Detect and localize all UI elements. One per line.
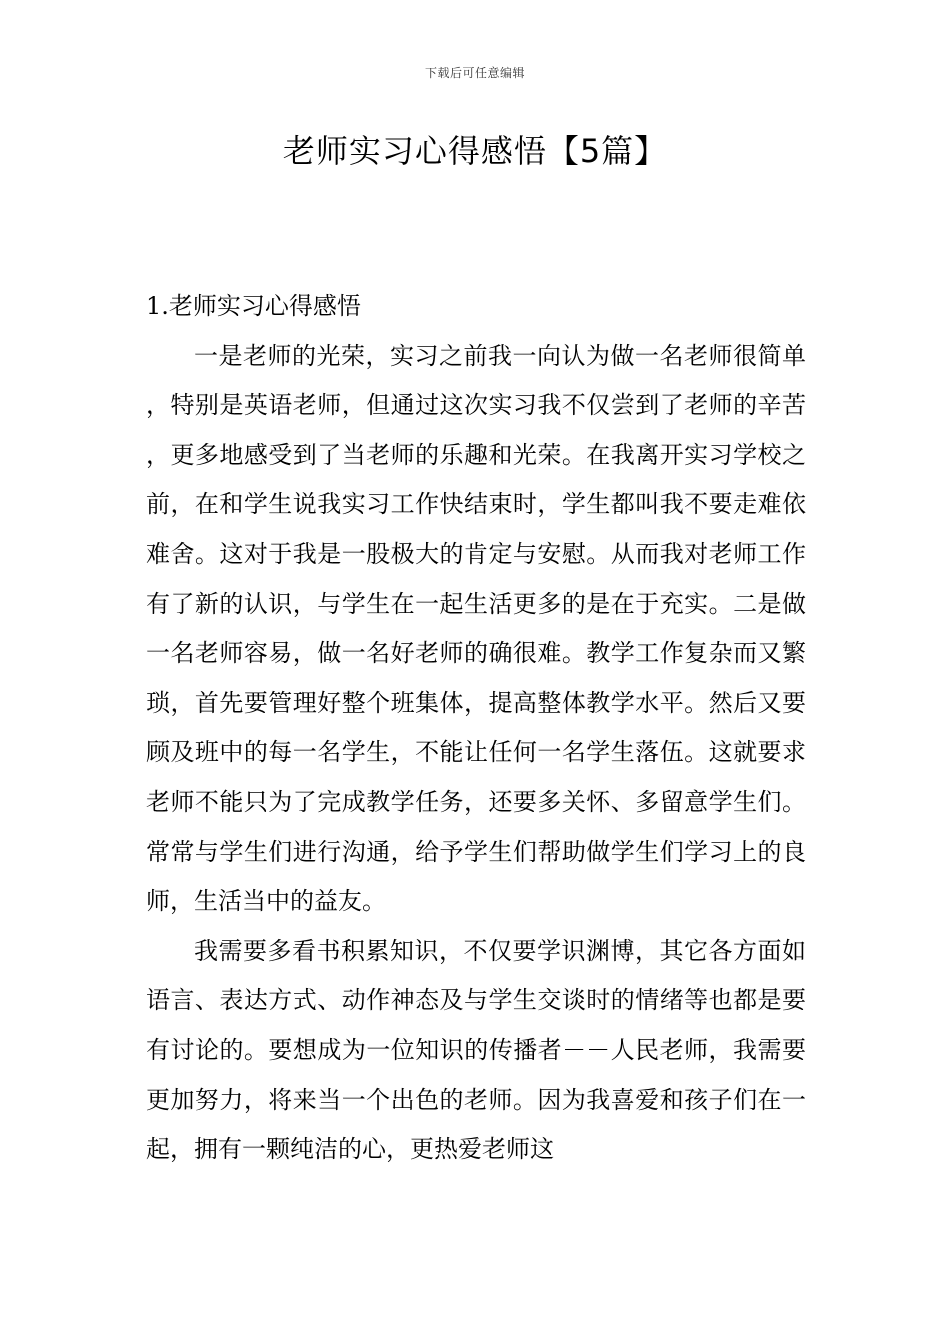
document-title: 老师实习心得感悟【5篇】 (282, 132, 668, 170)
body-paragraph: 我需要多看书积累知识，不仅要学识渊博，其它各方面如语言、表达方式、动作神态及与学生交谈时的情绪等也都是要有讨论的。要想成为一位知识的传播者－－人民老师，我需要更加努力，将来当一个出色的老师。因为我喜爱和孩子们在一起，拥有一颗纯洁的心，更热爱老师这 (146, 936, 806, 1164)
section-heading: 1.老师实习心得感悟 (146, 292, 361, 320)
body-paragraph: 一是老师的光荣，实习之前我一向认为做一名老师很简单，特别是英语老师，但通过这次实习我不仅尝到了老师的辛苦，更多地感受到了当老师的乐趣和光荣。在我离开实习学校之前，在和学生说我实习工作快结束时，学生都叫我不要走难依难舍。这对于我是一股极大的肯定与安慰。从而我对老师工作有了新的认识，与学生在一起生活更多的是在于充实。二是做一名老师容易，做一名好老师的确很难。教学工作复杂而又繁琐，首先要管理好整个班集体，提高整体教学水平。然后又要顾及班中的每一名学生，不能让任何一名学生落伍。这就要求老师不能只为了完成教学任务，还要多关怀、多留意学生们。常常与学生们进行沟通，给予学生们帮助做学生们学习上的良师，生活当中的益友。 (146, 341, 806, 916)
header-note: 下载后可任意编辑 (424, 66, 525, 80)
document-body (146, 282, 806, 1175)
